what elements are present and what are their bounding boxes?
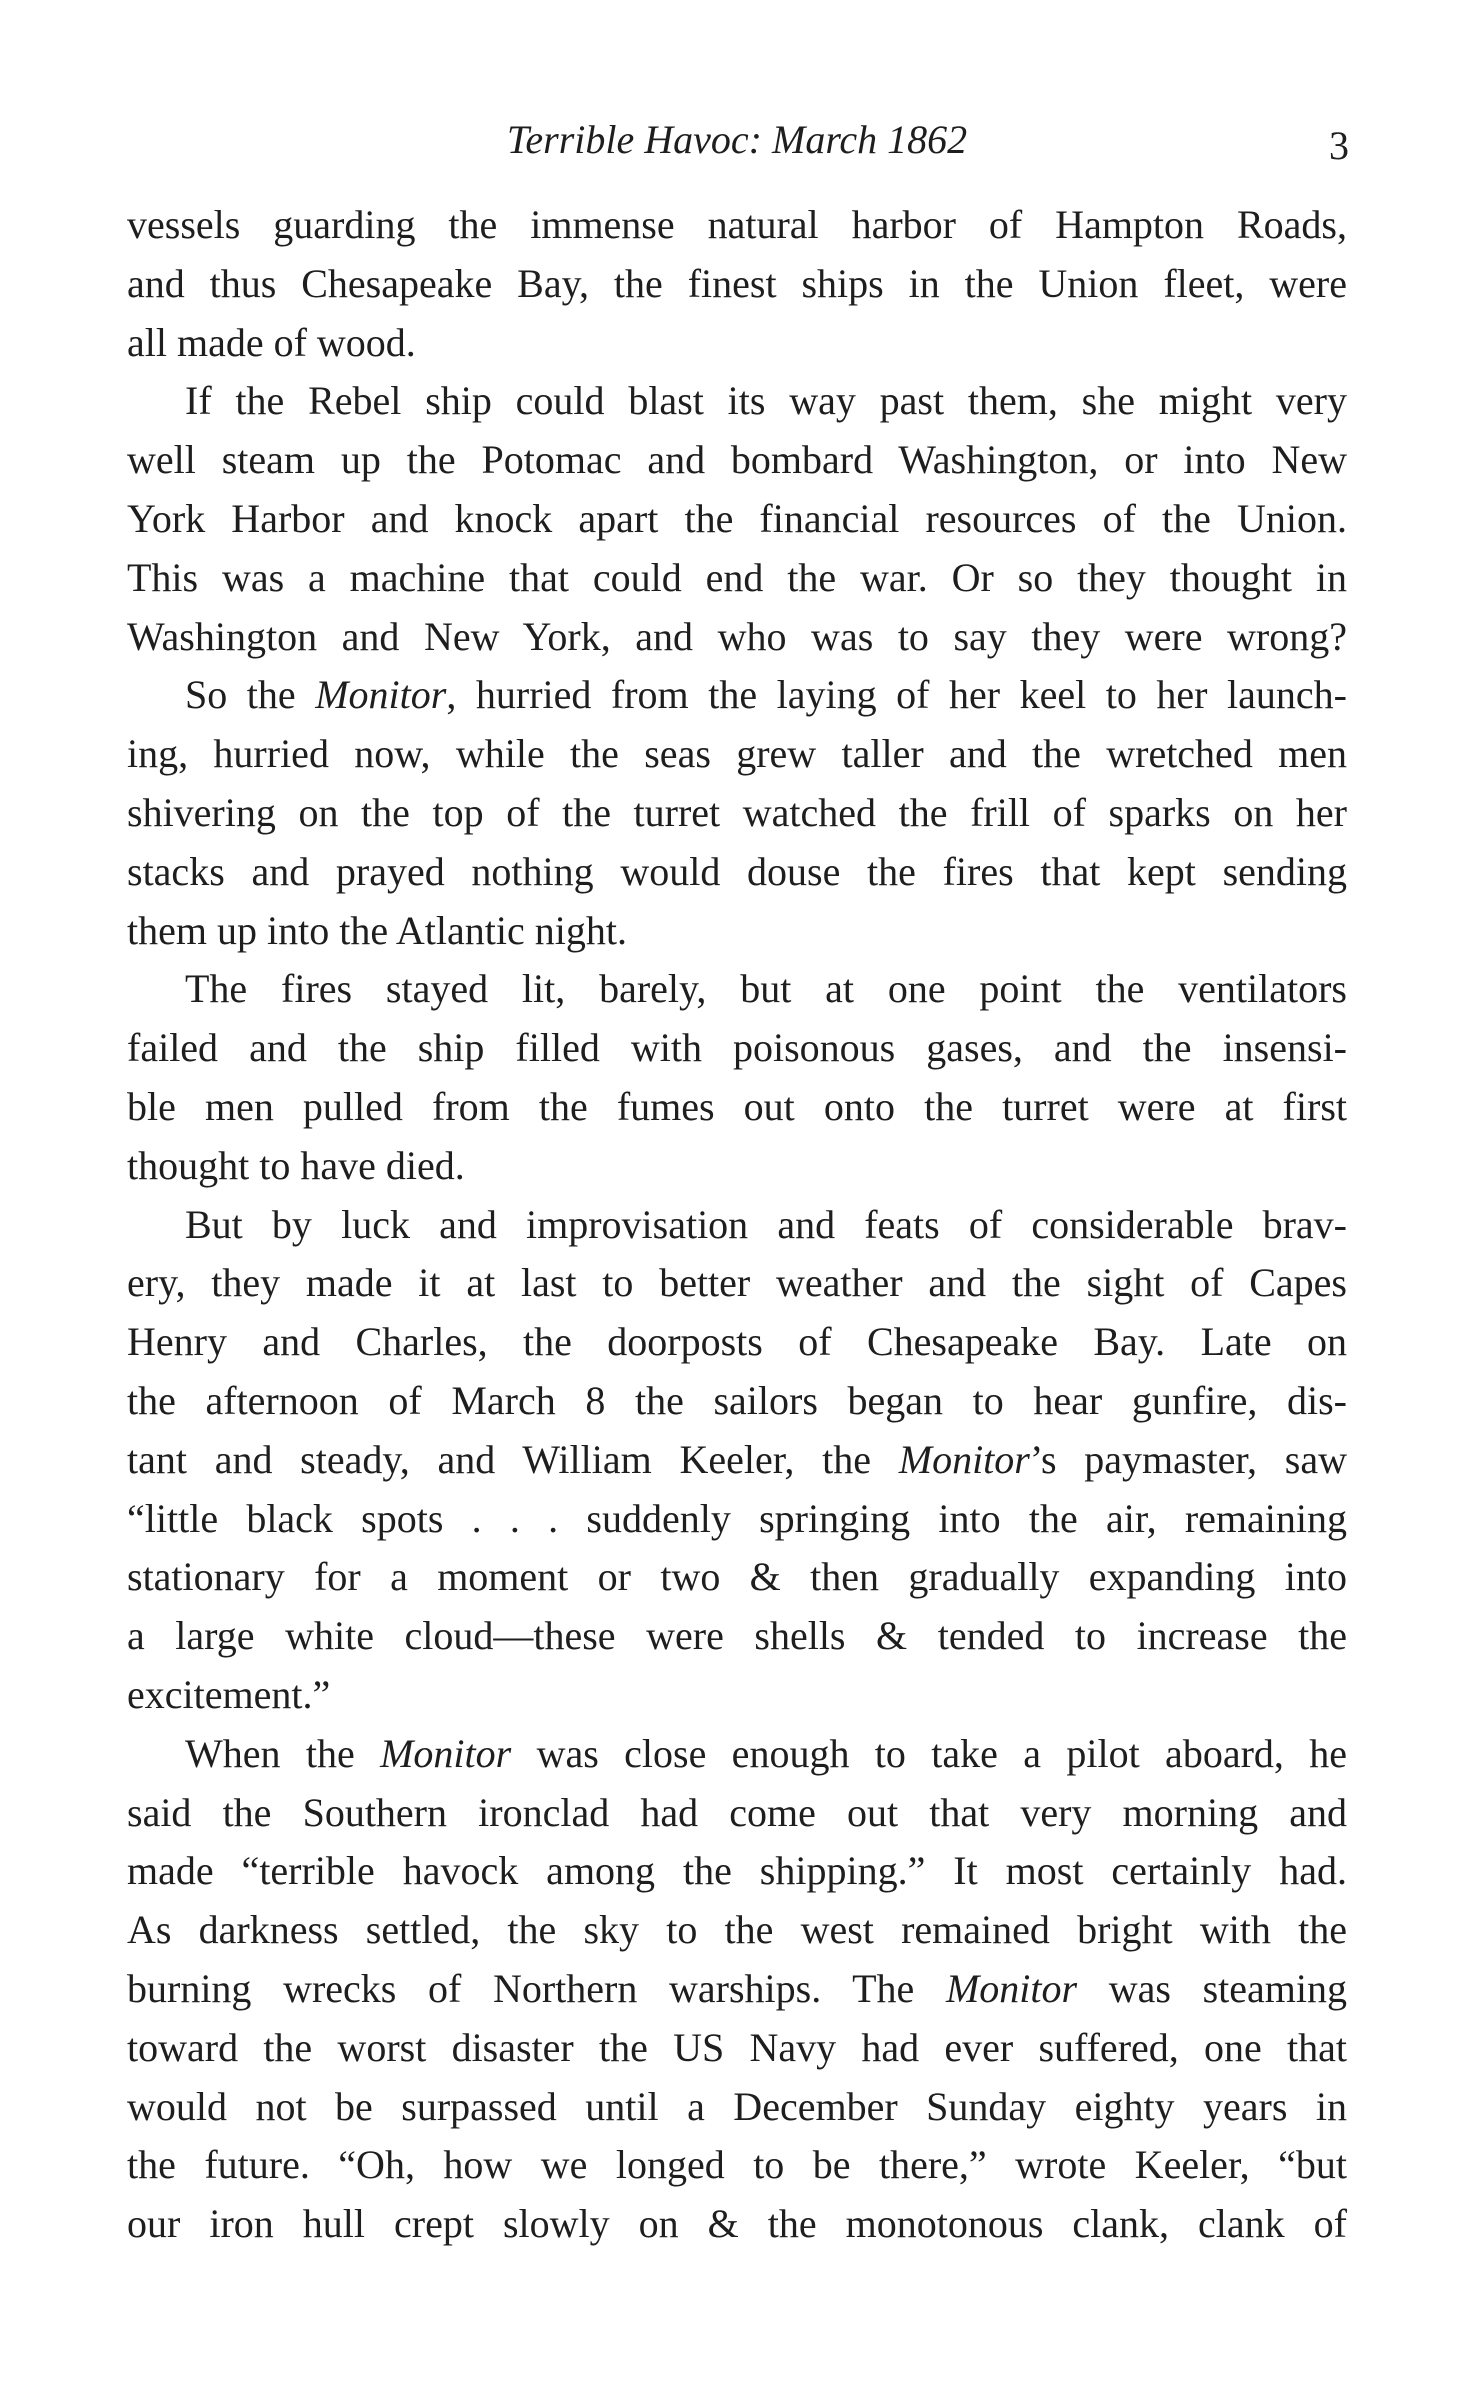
text-line: vessels guarding the immense natural harbor of Hampton Roads, xyxy=(127,202,1347,247)
ship-name: Monitor xyxy=(315,672,447,718)
text-line xyxy=(127,1725,1347,1784)
text-line: stacks and prayed nothing would douse the fires that kept sending xyxy=(127,848,1347,894)
text-line: and thus Chesapeake Bay, the finest ships in the Union fleet, were xyxy=(127,260,1347,306)
text-run: ’s paymaster, saw xyxy=(1029,1436,1347,1482)
text-line: York Harbor and knock apart the financial resources of the Union. xyxy=(127,495,1347,541)
text-line: stationary for a moment or two & then gradually expanding into xyxy=(127,1554,1347,1600)
text-line: As darkness settled, the sky to the west remained bright with the xyxy=(127,1907,1347,1953)
text-run: So the xyxy=(185,672,316,718)
page-number: 3 xyxy=(1329,123,1349,168)
text-line: The fires stayed lit, barely, but at one point the ventilators xyxy=(185,966,1347,1012)
text-line: ery, they made it at last to better weather and the sight of Capes xyxy=(127,1260,1347,1306)
text-line xyxy=(127,1960,1347,2019)
text-line: excitement.” xyxy=(127,1671,331,1717)
text-line: This was a machine that could end the war. Or so they thought in xyxy=(127,554,1347,600)
ship-name: Monitor xyxy=(945,1965,1078,2011)
text-line: a large white cloud—these were shells & tended to increase the xyxy=(127,1613,1347,1659)
text-line: them up into the Atlantic night. xyxy=(127,907,627,953)
text-line: ble men pulled from the fumes out onto the turret were at first xyxy=(127,1083,1347,1129)
text-line: thought to have died. xyxy=(127,1142,465,1188)
text-line: shivering on the top of the turret watched the frill of sparks on her xyxy=(127,789,1347,835)
text-line: ing, hurried now, while the seas grew taller and the wretched men xyxy=(127,731,1347,777)
text-line: toward the worst disaster the US Navy had ever suffered, one that xyxy=(127,2024,1347,2070)
text-line: well steam up the Potomac and bombard Washington, or into New xyxy=(127,437,1347,483)
text-run: burning wrecks of Northern warships. The xyxy=(127,1965,946,2011)
ship-name: Monitor xyxy=(898,1436,1030,1482)
text-run: tant and steady, and William Keeler, the xyxy=(127,1436,899,1482)
text-line: our iron hull crept slowly on & the monotonous clank, clank of xyxy=(127,2201,1347,2247)
text-line: made “terrible havock among the shipping.” It most certainly had. xyxy=(127,1848,1347,1894)
text-run: was close enough to take a pilot aboard, he xyxy=(511,1730,1347,1776)
running-head xyxy=(127,110,1347,170)
text-line: the afternoon of March 8 the sailors began to hear gunfire, dis- xyxy=(127,1377,1347,1423)
text-line: “little black spots . . . suddenly springing into the air, remaining xyxy=(127,1495,1347,1541)
text-run: was steaming xyxy=(1077,1965,1347,2011)
text-run: , hurried from the laying of her keel to her launch- xyxy=(446,672,1347,718)
text-line: all made of wood. xyxy=(127,319,416,365)
text-line: would not be surpassed until a December Sunday eighty years in xyxy=(127,2083,1347,2129)
ship-name: Monitor xyxy=(380,1730,512,1776)
text-run: When the xyxy=(185,1730,381,1776)
body-text xyxy=(127,196,1347,2254)
text-line: Henry and Charles, the doorposts of Chesapeake Bay. Late on xyxy=(127,1319,1347,1365)
running-title: Terrible Havoc: March 1862 xyxy=(506,117,968,162)
text-line: But by luck and improvisation and feats of considerable brav- xyxy=(185,1201,1347,1247)
text-line: the future. “Oh, how we longed to be there,” wrote Keeler, “but xyxy=(127,2142,1347,2188)
text-line xyxy=(127,666,1347,725)
text-line: said the Southern ironclad had come out that very morning and xyxy=(127,1789,1347,1835)
text-line: failed and the ship filled with poisonous gases, and the insensi- xyxy=(127,1025,1347,1071)
text-line: Washington and New York, and who was to say they were wrong? xyxy=(127,613,1347,659)
text-line xyxy=(127,1431,1347,1490)
text-line: If the Rebel ship could blast its way past them, she might very xyxy=(185,378,1347,424)
